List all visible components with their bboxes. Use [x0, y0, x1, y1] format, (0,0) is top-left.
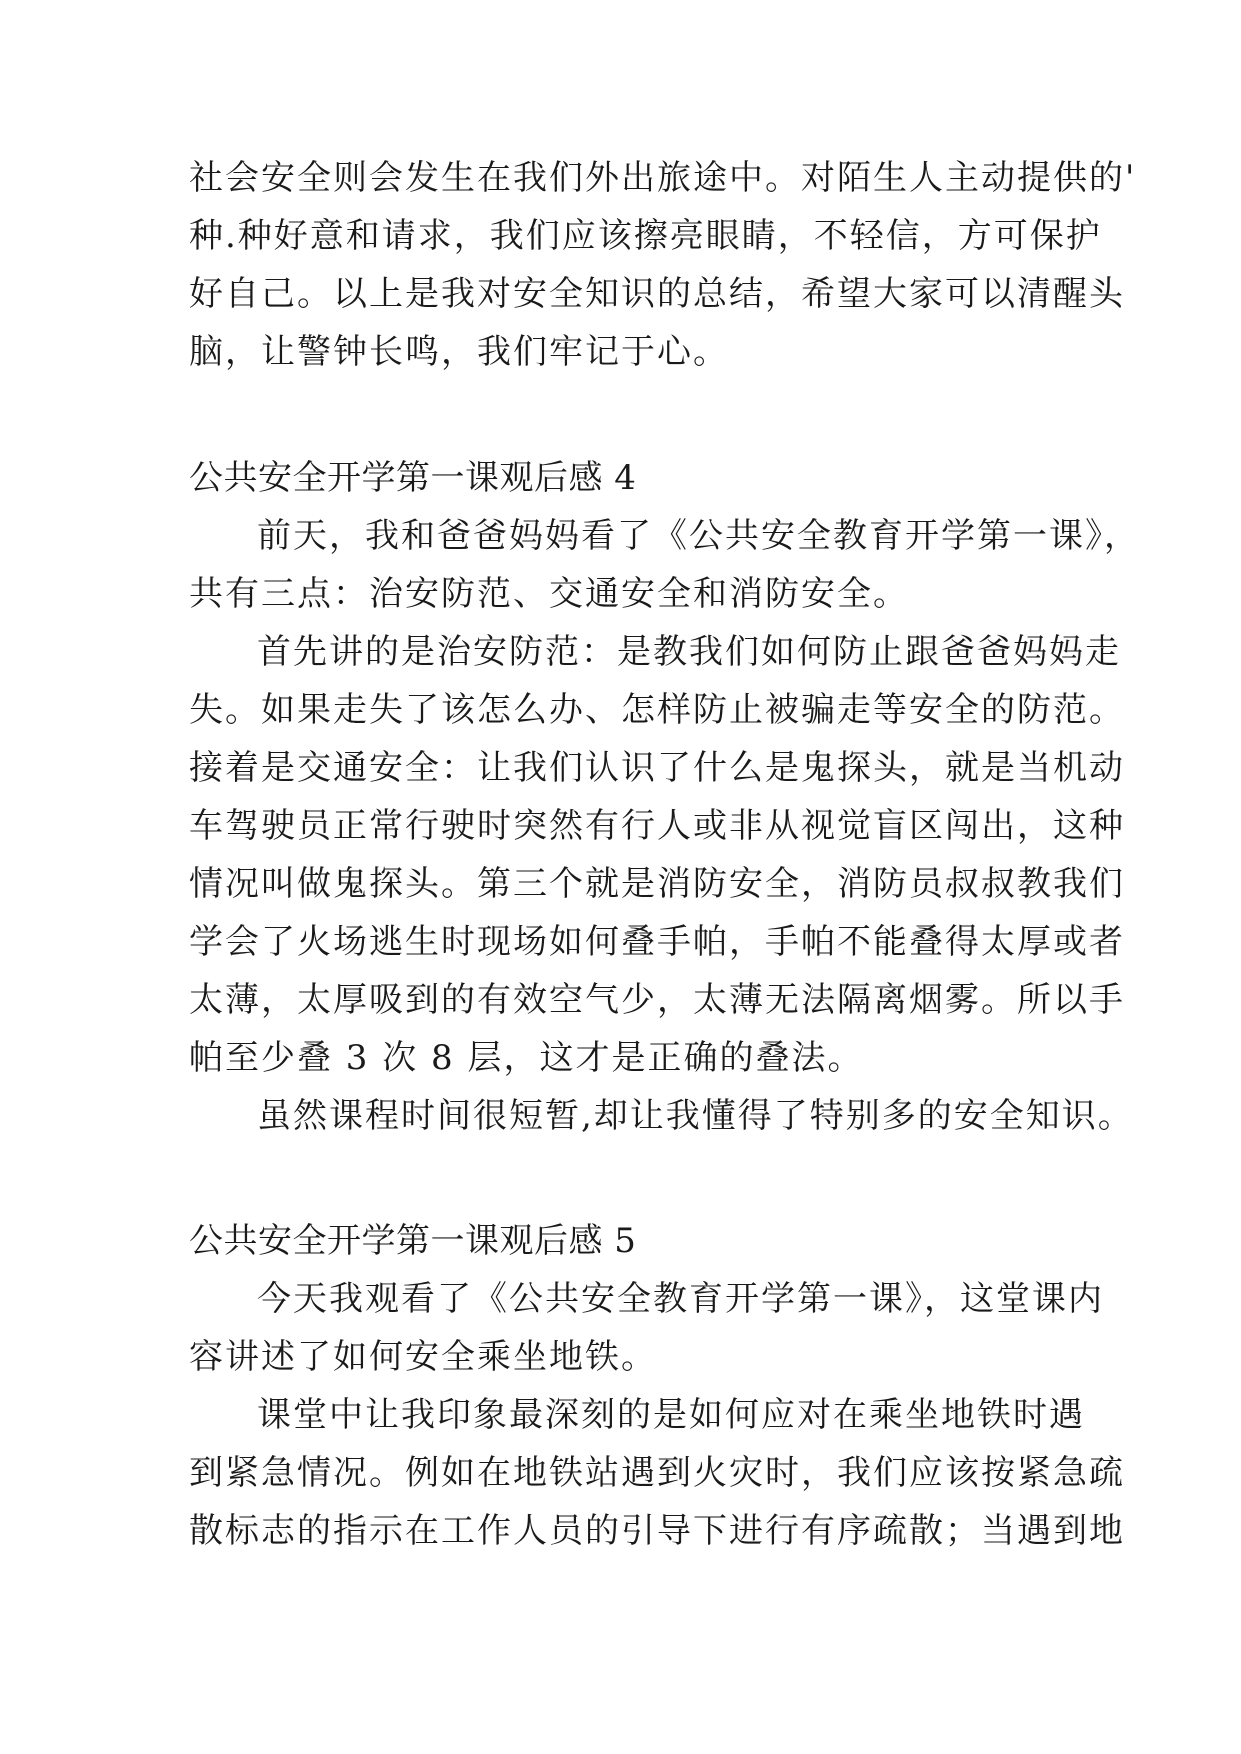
- section-4-line-6: 车驾驶员正常行驶时突然有行人或非从视觉盲区闯出，这种: [189, 806, 1125, 846]
- section-4-line-4: 失。如果走失了该怎么办、怎样防止被骗走等安全的防范。: [189, 690, 1125, 730]
- section-5-heading: 公共安全开学第一课观后感 5: [189, 1221, 637, 1261]
- intro-line-4: 脑，让警钟长鸣，我们牢记于心。: [189, 332, 729, 372]
- section-5-line-5: 散标志的指示在工作人员的引导下进行有序疏散；当遇到地: [189, 1511, 1125, 1551]
- section-4-line-9: 太薄，太厚吸到的有效空气少，太薄无法隔离烟雾。所以手: [189, 980, 1125, 1020]
- section-4-line-3: 首先讲的是治安防范：是教我们如何防止跟爸爸妈妈走: [257, 632, 1121, 672]
- section-4-line-10: 帕至少叠 3 次 8 层，这才是正确的叠法。: [189, 1038, 864, 1078]
- section-5-line-1: 今天我观看了《公共安全教育开学第一课》，这堂课内: [257, 1279, 1104, 1319]
- section-4-line-7: 情况叫做鬼探头。第三个就是消防安全，消防员叔叔教我们: [189, 864, 1125, 904]
- section-5-line-3: 课堂中让我印象最深刻的是如何应对在乘坐地铁时遇: [257, 1395, 1085, 1435]
- section-4-line-8: 学会了火场逃生时现场如何叠手帕，手帕不能叠得太厚或者: [189, 922, 1125, 962]
- section-4-heading: 公共安全开学第一课观后感 4: [189, 458, 637, 498]
- section-4-line-2: 共有三点：治安防范、交通安全和消防安全。: [189, 574, 909, 614]
- intro-line-3: 好自己。以上是我对安全知识的总结，希望大家可以清醒头: [189, 274, 1125, 314]
- intro-line-1: 社会安全则会发生在我们外出旅途中。对陌生人主动提供的': [189, 158, 1137, 198]
- section-4-line-1: 前天，我和爸爸妈妈看了《公共安全教育开学第一课》，: [257, 516, 1140, 556]
- section-4-line-5: 接着是交通安全：让我们认识了什么是鬼探头，就是当机动: [189, 748, 1125, 788]
- section-5-line-4: 到紧急情况。例如在地铁站遇到火灾时，我们应该按紧急疏: [189, 1453, 1125, 1493]
- intro-line-2: 种.种好意和请求，我们应该擦亮眼睛，不轻信，方可保护: [189, 216, 1102, 256]
- section-5-line-2: 容讲述了如何安全乘坐地铁。: [189, 1337, 657, 1377]
- section-4-line-11: 虽然课程时间很短暂,却让我懂得了特别多的安全知识。: [257, 1096, 1134, 1136]
